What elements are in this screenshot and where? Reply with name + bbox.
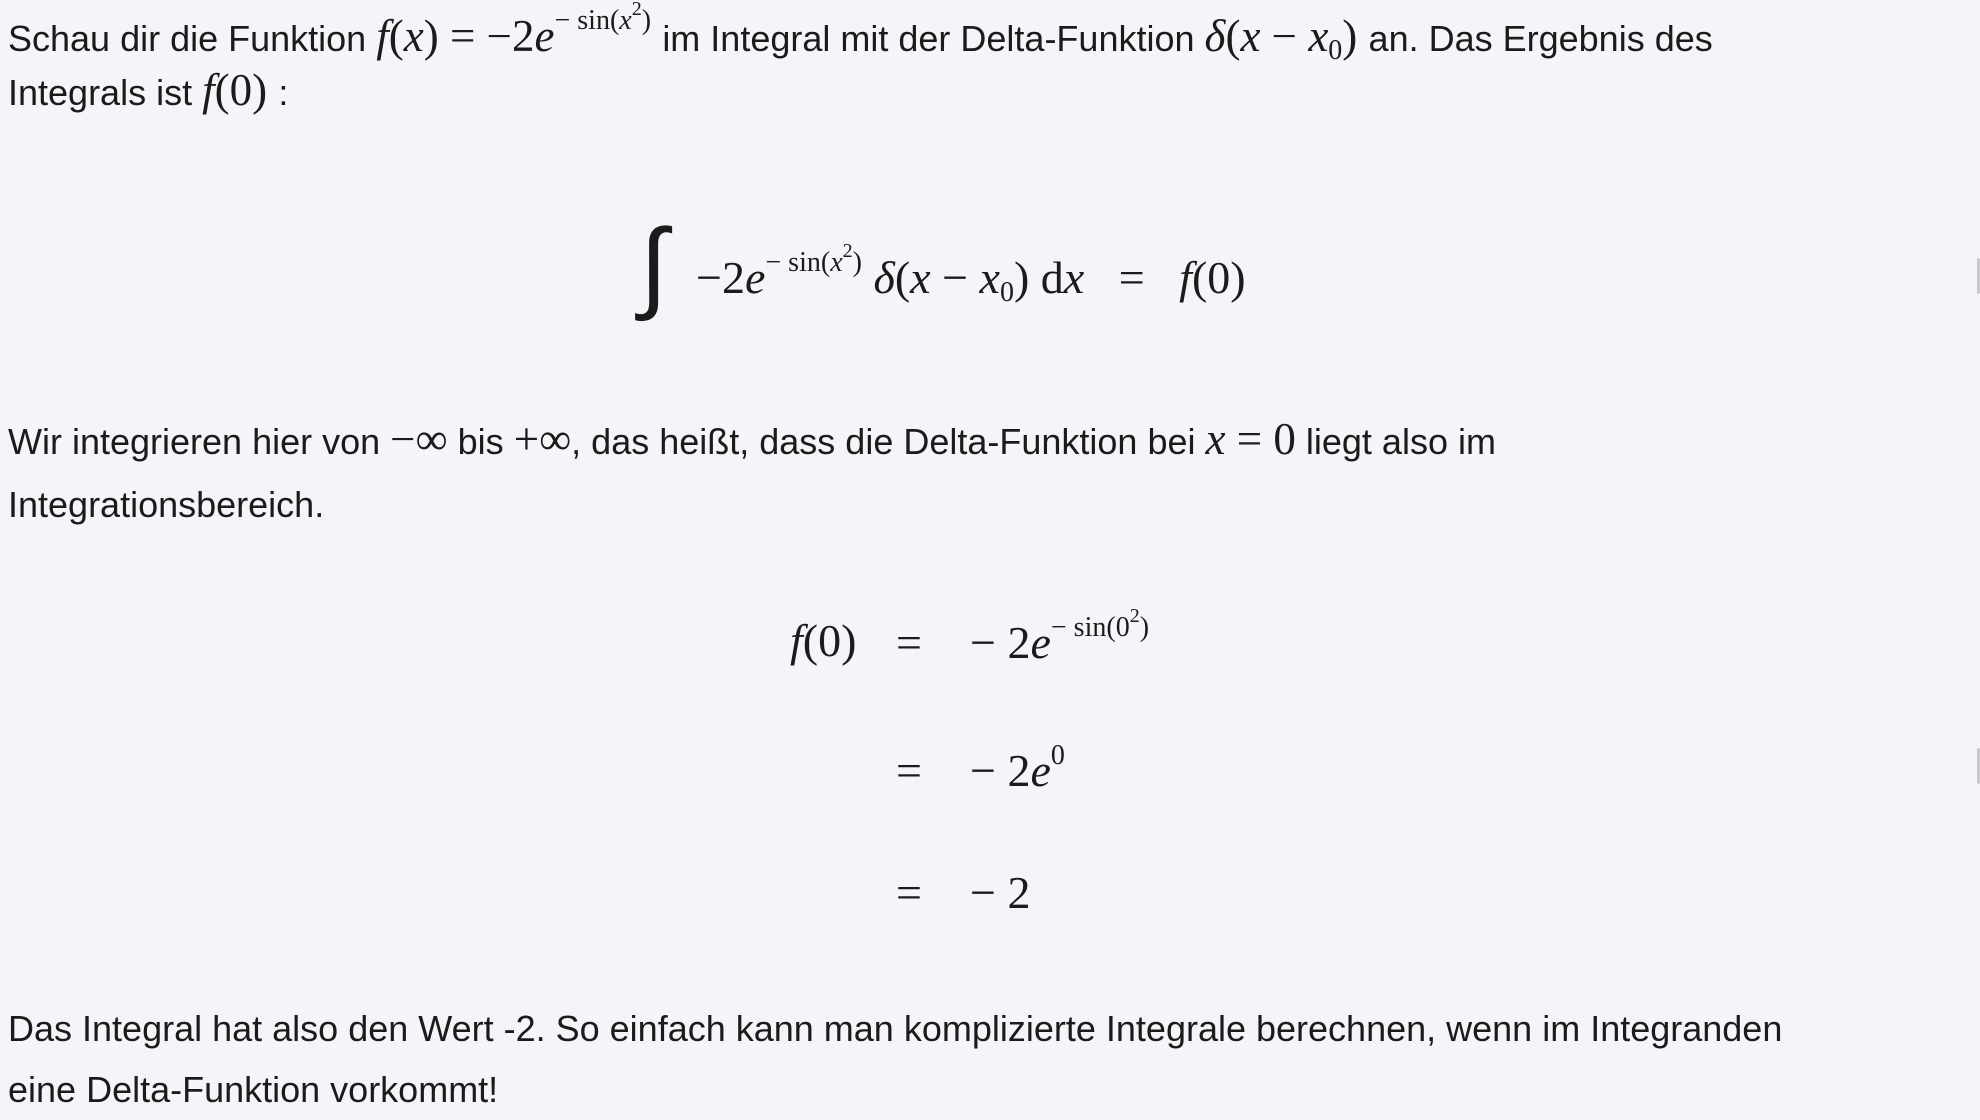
- conclusion-line-1: Das Integral hat also den Wert -2. So einfach kann man komplizierte Integrale berechnen, wenn im Integranden: [8, 1008, 1783, 1049]
- integration-range-paragraph: [8, 410, 1496, 536]
- intro-paragraph: [8, 0, 1713, 120]
- plus-infinity: +∞: [513, 414, 572, 464]
- integral-sign: ∫: [640, 209, 668, 321]
- intro-text-4: Integrals ist: [8, 72, 203, 113]
- minus-infinity: −∞: [390, 414, 448, 464]
- intro-text-2: im Integral mit der Delta-Funktion: [662, 18, 1205, 59]
- evaluation-rhs-2: − $2e^0$: [970, 740, 1065, 796]
- range-text-5: Integrationsbereich.: [8, 484, 325, 525]
- conclusion-line-2: eine Delta-Funktion vorkommt!: [8, 1069, 499, 1111]
- evaluation-eq-sign-3: =: [896, 867, 922, 918]
- delta-function-formula: $\delta(x - x_0)$: [1204, 11, 1358, 66]
- conclusion-paragraph: [8, 998, 1782, 1120]
- evaluation-equations: [780, 600, 1240, 930]
- evaluation-eq-sign-2: =: [896, 745, 922, 796]
- intro-text-5: :: [278, 72, 289, 113]
- intro-text-1: Schau dir die Funktion: [8, 18, 377, 59]
- evaluation-eq-sign-1: =: [896, 617, 922, 668]
- f-of-zero-formula: f(0): [202, 65, 268, 115]
- integral-equation: [640, 209, 1360, 335]
- range-text-1: Wir integrieren hier von: [8, 421, 391, 462]
- evaluation-row-1: f(0): [790, 615, 857, 666]
- x-equals-zero: x = 0: [1205, 414, 1296, 464]
- evaluation-rhs-3: − 2: [970, 867, 1031, 918]
- range-text-2: bis: [457, 421, 514, 462]
- intro-text-3: an. Das Ergebnis des: [1368, 18, 1713, 59]
- function-definition-formula: $f(x) = -2e^{- sin(x^2)}$: [376, 0, 652, 61]
- range-text-3: , das heißt, dass die Delta-Funktion bei: [571, 421, 1206, 462]
- integrand: $-2e^{- sin(x^2)}$ $\delta(x - x_0)$ dx = f(0): [696, 240, 1246, 308]
- range-text-4: liegt also im: [1305, 421, 1496, 462]
- evaluation-rhs-1: − $2e^{- sin(0^2)}$: [970, 605, 1150, 668]
